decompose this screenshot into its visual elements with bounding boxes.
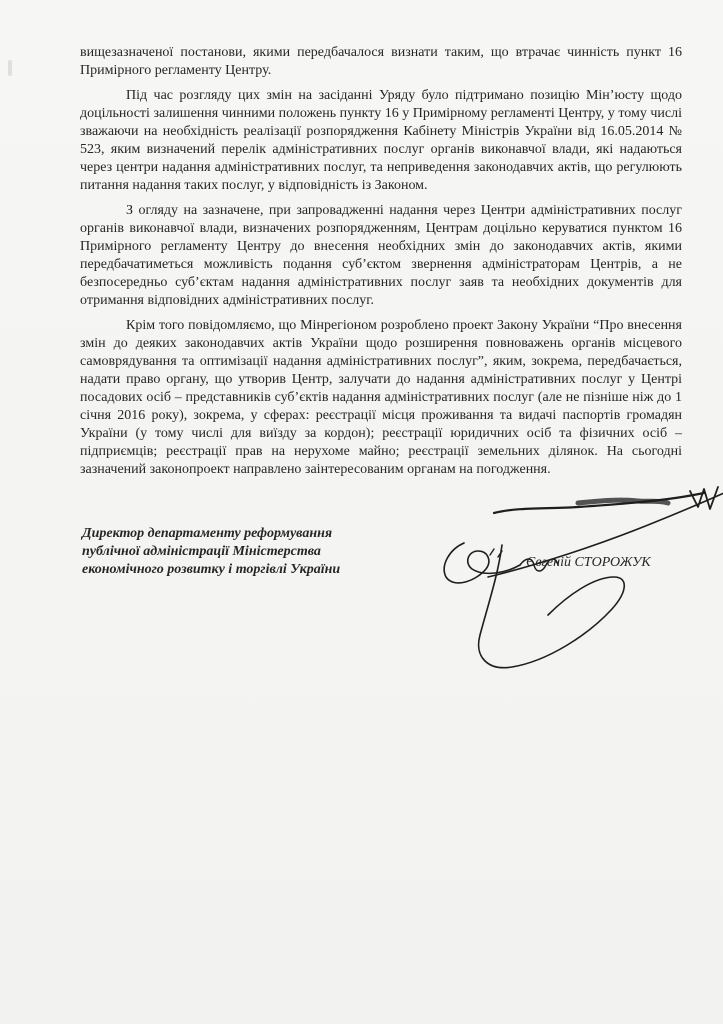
- signer-name: Євгеній СТОРОЖУК: [526, 555, 651, 570]
- signer-title-line: публічної адміністрації Міністерства: [82, 544, 321, 559]
- signer-title-line: Директор департаменту реформування: [82, 526, 333, 541]
- signer-title-line: економічного розвитку і торгівлі України: [82, 562, 341, 577]
- paragraph-2: Під час розгляду цих змін на засіданні Уряду було підтримано позицію Мін’юсту щодо доцільності залишення чинними положень пункту 16 у Примірному регламенті Центру, у тому числі зважаючи на необхідність реалізації розпорядження Кабінету Міністрів України від 16.05.2014 № 523, яким визначений перелік адміністративних послуг органів виконавчої влади, які надаються через центри надання адміністративних послуг, та неприведення законодавчих актів, що регулюють питання надання таких послуг, у відповідність із Законом.: [80, 88, 682, 193]
- paragraph-3: З огляду на зазначене, при запровадженні надання через Центри адміністративних послуг органів виконавчої влади, визначених розпорядженням, Центрам доцільно керуватися пунктом 16 Примірного регламенту Центру до внесення необхідних змін до законодавчих актів, якими передбачатиметься можливість подання суб’єктом звернення адміністраторам Центрів, а не безпосередньо суб’єктам надання адміністративних послуг заяв та необхідних документів для отримання відповідних адміністративних послуг.: [80, 203, 682, 308]
- signature-block: [82, 525, 682, 675]
- signer-title: [82, 525, 412, 579]
- document-body: [80, 44, 682, 479]
- handwritten-signature: [428, 485, 723, 675]
- scan-mark: [8, 60, 12, 76]
- paragraph-1: вищезазначеної постанови, якими передбачалося визнати таким, що втрачає чинність пункт 16 Примірного регламенту Центру.: [80, 45, 682, 78]
- paragraph-4: Крім того повідомляємо, що Мінрегіоном розроблено проект Закону України “Про внесення змін до деяких законодавчих актів України щодо розширення повноважень органів місцевого самоврядування та оптимізації надання адміністративних послуг”, яким, зокрема, передбачається, надати право органу, що утворив Центр, залучати до надання адміністративних послуг у Центрі посадових осіб – представників суб’єктів надання адміністративних послуг (але не пізніше ніж до 1 січня 2016 року), зокрема, у сферах: реєстрації місця проживання та видачі паспортів громадян України (у тому числі для виїзду за кордон); реєстрації юридичних осіб та фізичних осіб – підприємців; реєстрації прав на нерухоме майно; реєстрації земельних ділянок. На сьогодні зазначений законопроект направлено заінтересованим органам на погодження.: [80, 318, 682, 477]
